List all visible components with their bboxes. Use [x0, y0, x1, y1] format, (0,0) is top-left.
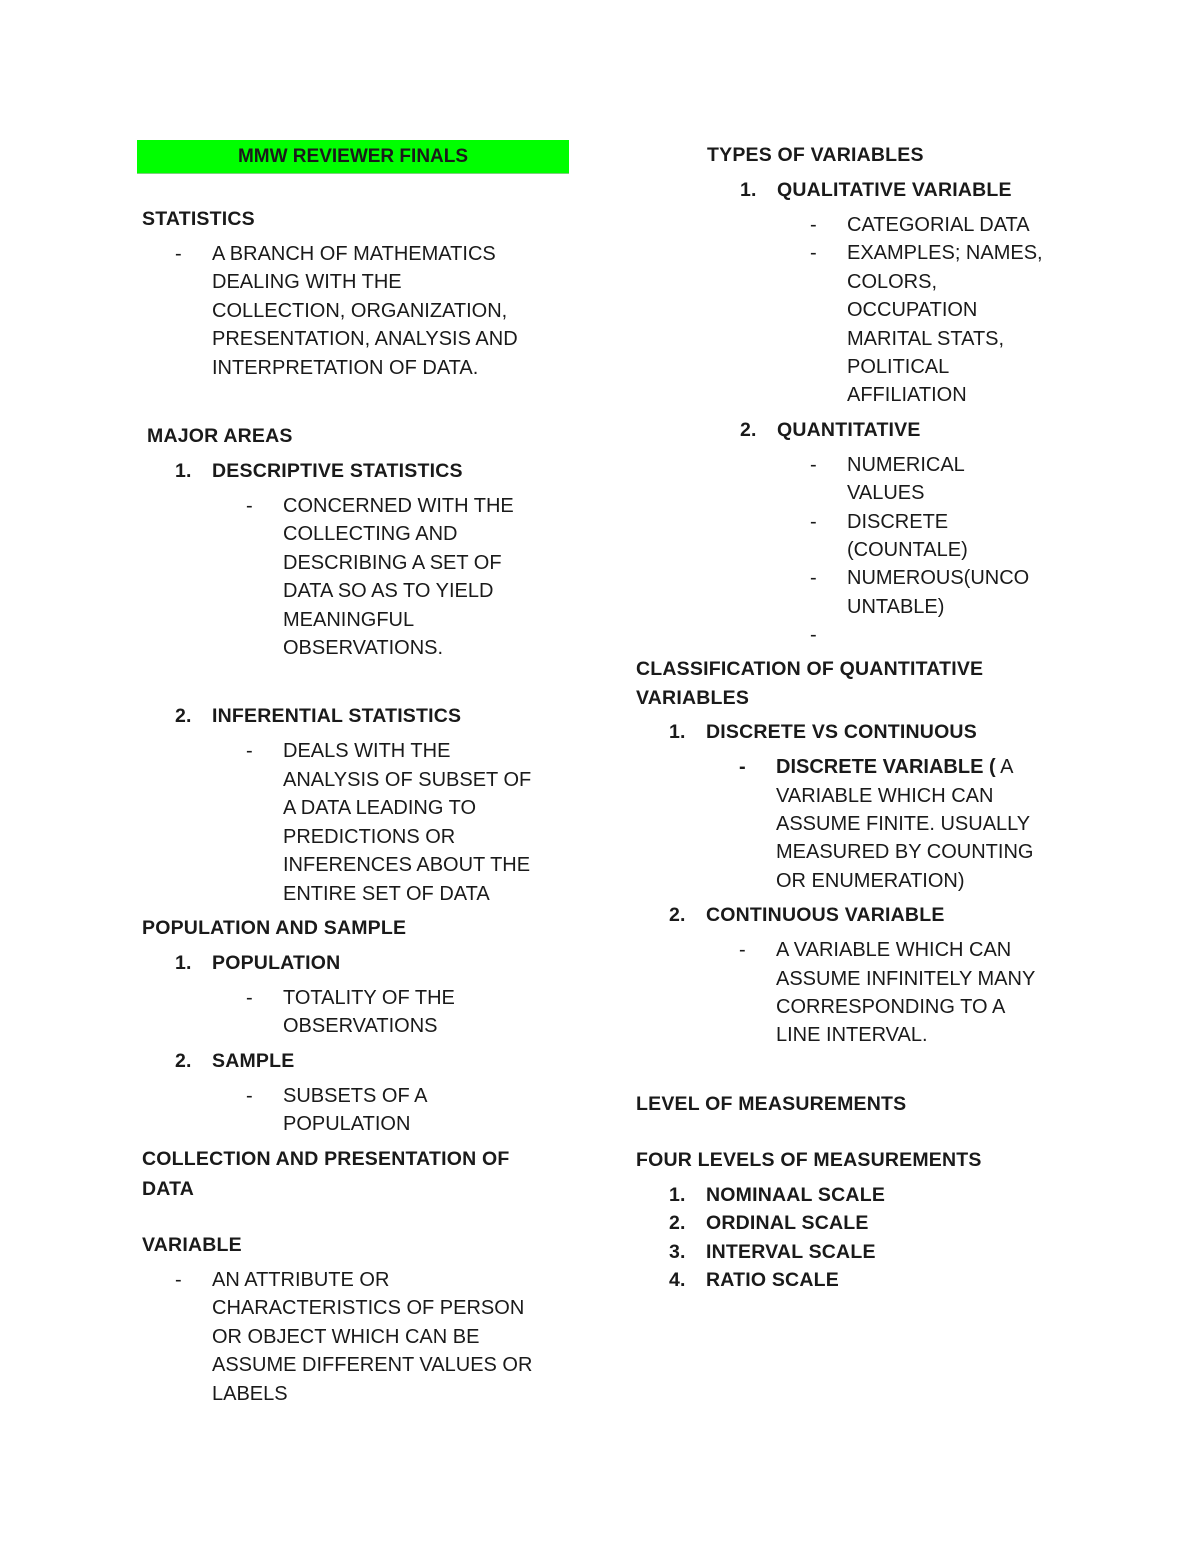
types-heading: TYPES OF VARIABLES — [707, 144, 924, 166]
dash-bullet: - — [246, 495, 253, 518]
dash-bullet: - — [810, 510, 817, 533]
sample-item: 2. SAMPLE — [175, 1049, 295, 1072]
four-levels-heading: FOUR LEVELS OF MEASUREMENTS — [636, 1148, 982, 1171]
right-column — [636, 141, 1076, 1294]
discrete-vs-continuous-item: 1. DISCRETE VS CONTINUOUS — [669, 721, 977, 744]
dash-bullet: - — [175, 1268, 182, 1291]
major-areas-heading: MAJOR AREAS — [147, 425, 293, 448]
dash-bullet: - — [246, 1084, 253, 1107]
dash-bullet: - — [246, 986, 253, 1009]
sample-desc: - SUBSETS OF A POPULATION — [283, 1082, 582, 1139]
population-desc: - TOTALITY OF THE OBSERVATIONS — [283, 984, 582, 1041]
quantitative-bullet-2: - DISCRETE (COUNTALE) — [847, 508, 1076, 565]
quantitative-item: 2. QUANTITATIVE — [740, 418, 921, 441]
variable-heading: VARIABLE — [142, 1233, 242, 1256]
qualitative-item: 1. QUALITATIVE VARIABLE — [740, 179, 1012, 201]
dash-bullet: - — [810, 242, 817, 265]
discrete-variable-desc: - DISCRETE VARIABLE ( A VARIABLE WHICH CAN ASSUME FINITE. USUALLY MEASURED BY COUNTING OR ENUMERATION) — [776, 753, 1076, 895]
dash-bullet: - — [739, 939, 746, 962]
variable-definition: - AN ATTRIBUTE OR CHARACTERISTICS OF PERSON OR OBJECT WHICH CAN BE ASSUME DIFFERENT VALUES OR LABELS — [212, 1266, 582, 1408]
continuous-variable-item: 2. CONTINUOUS VARIABLE — [669, 904, 945, 927]
continuous-variable-desc: - A VARIABLE WHICH CAN ASSUME INFINITELY MANY CORRESPONDING TO A LINE INTERVAL. — [776, 936, 1076, 1050]
qualitative-bullet-1: - CATEGORIAL DATA — [847, 211, 1076, 239]
left-column — [142, 141, 582, 1408]
statistics-heading: STATISTICS — [142, 208, 255, 230]
descriptive-statistics-desc: - CONCERNED WITH THE COLLECTING AND DESCRIBING A SET OF DATA SO AS TO YIELD MEANINGFUL OBSERVATIONS. — [283, 492, 582, 662]
dash-bullet: - — [810, 567, 817, 590]
nominal-scale-item: 1. NOMINAAL SCALE — [669, 1183, 886, 1206]
dash-bullet: - — [810, 453, 817, 476]
ratio-scale-item: 4. RATIO SCALE — [669, 1268, 839, 1291]
dash-bullet: - — [739, 756, 746, 779]
level-heading: LEVEL OF MEASUREMENTS — [636, 1092, 907, 1115]
dash-bullet: - — [810, 624, 817, 647]
collection-heading: COLLECTION AND PRESENTATION OF DATA — [142, 1147, 510, 1200]
inferential-statistics-item: 2. INFERENTIAL STATISTICS — [175, 705, 462, 728]
quantitative-bullet-empty — [810, 621, 1076, 649]
document-title: MMW REVIEWER FINALS — [137, 140, 569, 174]
population-sample-heading: POPULATION AND SAMPLE — [142, 916, 407, 939]
statistics-definition: - A BRANCH OF MATHEMATICS DEALING WITH THE COLLECTION, ORGANIZATION, PRESENTATION, ANALYSIS AND INTERPRETATION OF DATA. — [212, 240, 582, 382]
dash-bullet: - — [246, 740, 253, 763]
population-item: 1. POPULATION — [175, 951, 341, 974]
descriptive-statistics-item: 1. DESCRIPTIVE STATISTICS — [175, 460, 463, 483]
quantitative-bullet-3: - NUMEROUS(UNCO UNTABLE) — [847, 564, 1076, 621]
dash-bullet: - — [810, 214, 817, 236]
dash-bullet: - — [175, 243, 182, 265]
classification-heading: CLASSIFICATION OF QUANTITATIVE VARIABLES — [636, 658, 984, 709]
inferential-statistics-desc: - DEALS WITH THE ANALYSIS OF SUBSET OF A DATA LEADING TO PREDICTIONS OR INFERENCES ABOUT THE ENTIRE SET OF DATA — [283, 737, 582, 907]
ordinal-scale-item: 2. ORDINAL SCALE — [669, 1212, 869, 1235]
interval-scale-item: 3. INTERVAL SCALE — [669, 1240, 876, 1263]
qualitative-bullet-2: - EXAMPLES; NAMES, COLORS, OCCUPATION MARITAL STATS, POLITICAL AFFILIATION — [847, 239, 1076, 409]
quantitative-bullet-1: - NUMERICAL VALUES — [847, 451, 1076, 508]
